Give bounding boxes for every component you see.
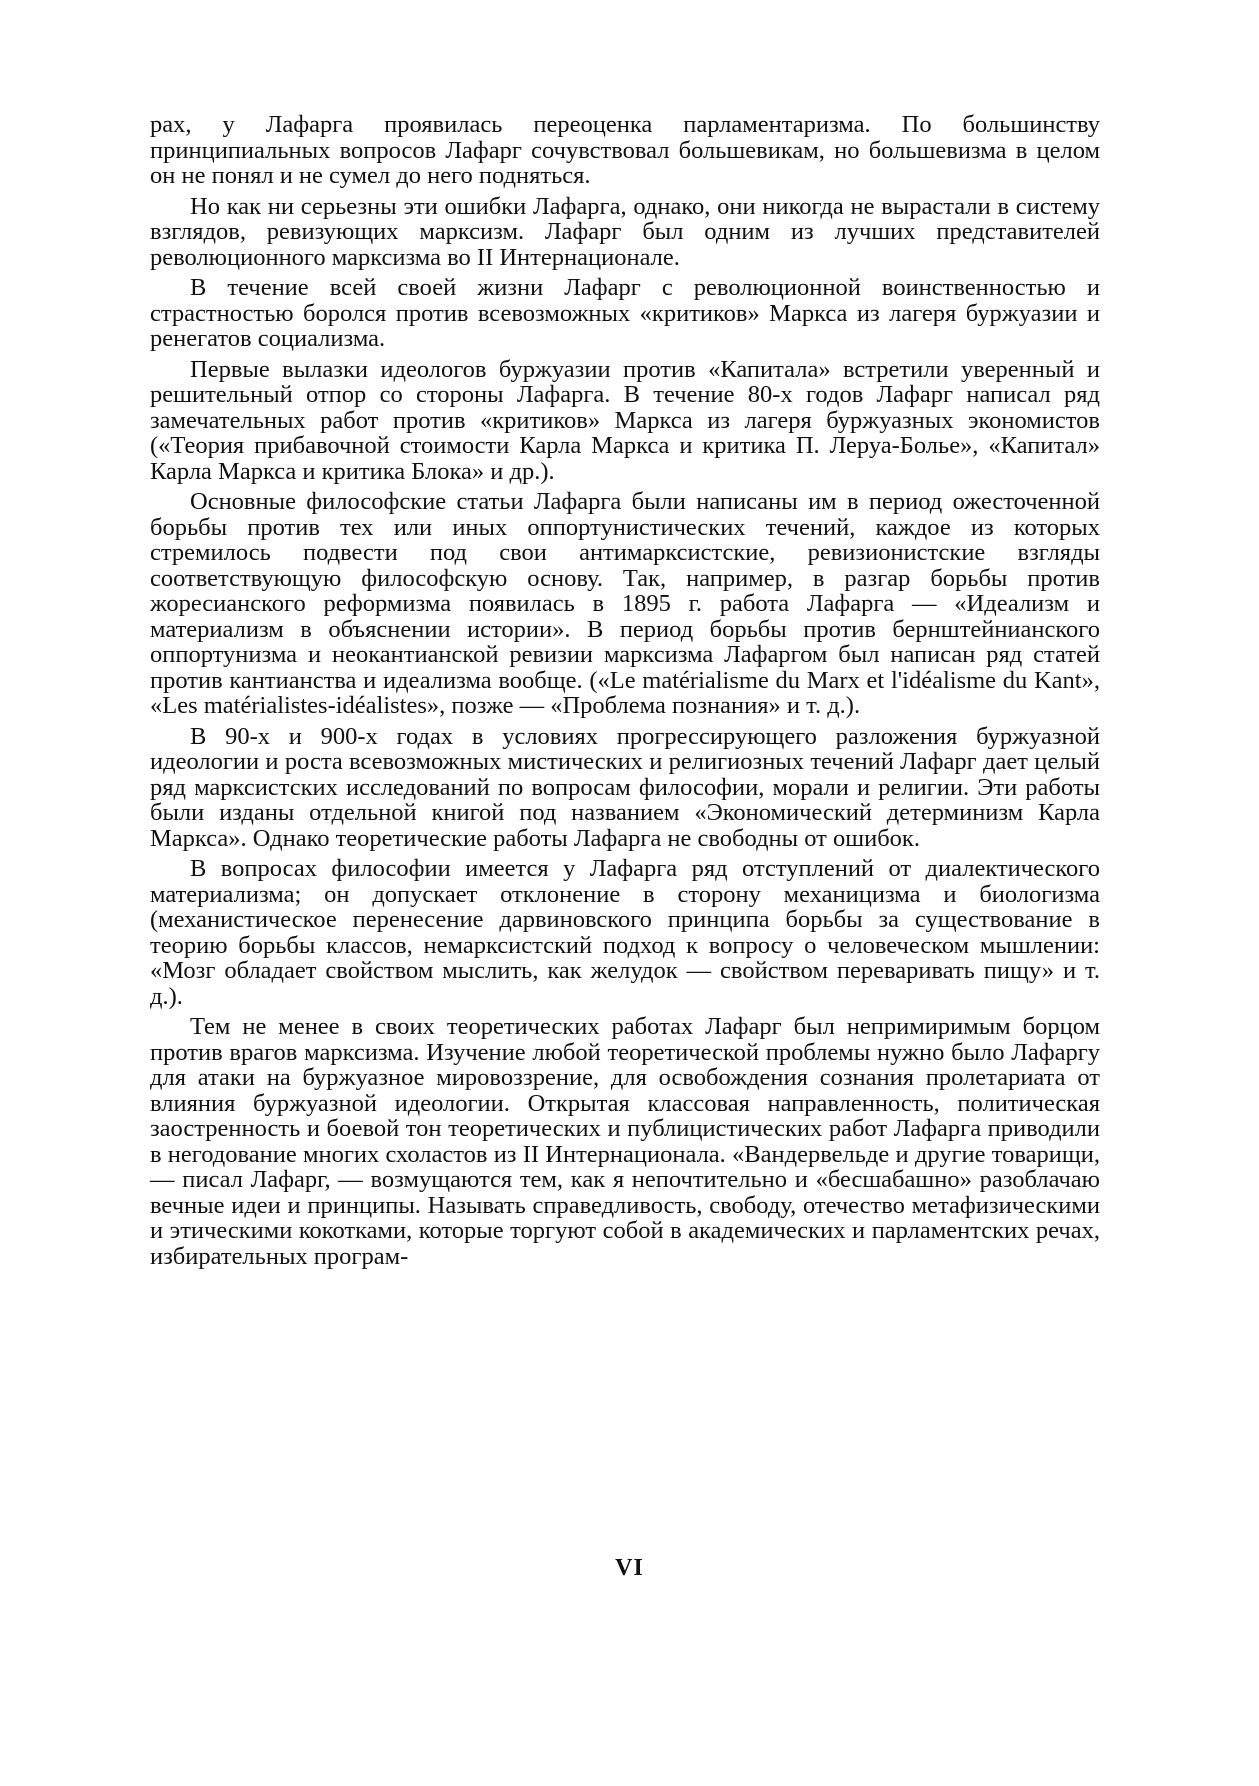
paragraph-8: Тем не менее в своих теоретических работах Лафарг был непримиримым борцом против врагов марксизма. Изучение любой теоретической проблемы нужно было Лафаргу для атаки на буржуазное мировоззрение, для освобождения сознания пролетариата от влияния буржуазной идеологии. Открытая классовая направленность, политическая заостренность и боевой тон теоретических и публицистических работ Лафарга приводили в негодование многих схоластов из II Интернационала. «Вандервельде и другие товарищи, — писал Лафарг, — возмущаются тем, как я непочтительно и «бесшабашно» разоблачаю вечные идеи и принципы. Называть справедливость, свободу, отечество метафизическими и этическими кокотками, которые торгуют собой в академических и парламентских речах, избирательных програм- xyxy=(150,1013,1100,1270)
paragraph-7: В вопросах философии имеется у Лафарга ряд отступлений от диалектического материализма; он допускает отклонение в сторону механицизма и биологизма (механистическое перенесение дарвиновского принципа борьбы за существование в теорию борьбы классов, немарксистский подход к вопросу о человеческом мышлении: «Мозг обладает свойством мыслить, как желудок — свойством переваривать пищу» и т. д.). xyxy=(150,855,1100,1010)
paragraph-5: Основные философские статьи Лафарга были написаны им в период ожесточенной борьбы против тех или иных оппортунистических течений, каждое из которых стремилось подвести под свои антимарксистские, ревизионистские взгляды соответствующую философскую основу. Так, например, в разгар борьбы против жоресианского реформизма появилась в 1895 г. работа Лафарга — «Идеализм и материализм в объяснении истории». В период борьбы против бернштейнианского оппортунизма и неокантианской ревизии марксизма Лафаргом был написан ряд статей против кантианства и идеализма вообще. («Le matérialisme du Marx et l'idéalisme du Kant», «Les matérialistes-idéalistes», позже — «Проблема познания» и т. д.). xyxy=(150,488,1100,719)
page-text-column xyxy=(150,112,1100,1274)
paragraph-3: В течение всей своей жизни Лафарг с революционной воинственностью и страстностью боролся против всевозможных «критиков» Маркса из лагеря буржуазии и ренегатов социализма. xyxy=(150,274,1100,352)
paragraph-6: В 90-х и 900-х годах в условиях прогрессирующего разложения буржуазной идеологии и роста всевозможных мистических и религиозных течений Лафарг дает целый ряд марксистских исследований по вопросам философии, морали и религии. Эти работы были изданы отдельной книгой под названием «Экономический детерминизм Карла Маркса». Однако теоретические работы Лафарга не свободны от ошибок. xyxy=(150,722,1100,852)
paragraph-4: Первые вылазки идеологов буржуазии против «Капитала» встретили уверенный и решительный отпор со стороны Лафарга. В течение 80-х годов Лафарг написал ряд замечательных работ против «критиков» Маркса из лагеря буржуазных экономистов («Теория прибавочной стоимости Карла Маркса и критика П. Леруа-Болье», «Капитал» Карла Маркса и критика Блока» и др.). xyxy=(150,355,1100,485)
paragraph-1: рах, у Лафарга проявилась переоценка парламентаризма. По большинству принципиальных вопросов Лафарг сочувствовал большевикам, но большевизма в целом он не понял и не сумел до него подняться. xyxy=(150,111,1100,189)
paragraph-2: Но как ни серьезны эти ошибки Лафарга, однако, они никогда не вырастали в систему взглядов, ревизующих марксизм. Лафарг был одним из лучших представителей революционного марксизма во II Интернационале. xyxy=(150,192,1100,271)
page-number: VI xyxy=(615,1555,644,1581)
